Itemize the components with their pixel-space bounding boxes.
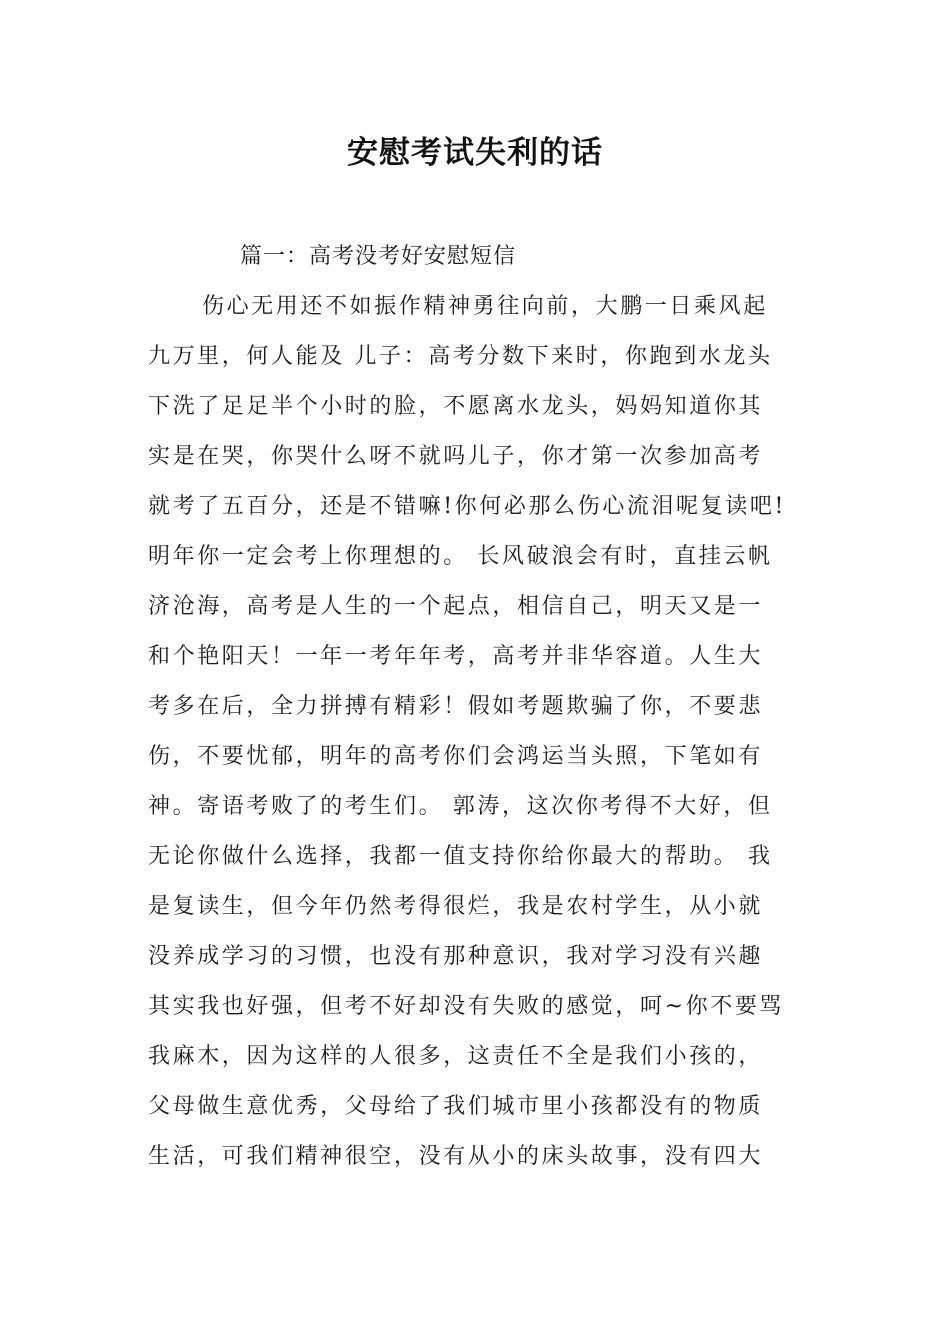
document-title: 安慰考试失利的话 xyxy=(347,135,603,171)
body-line: 实是在哭，你哭什么呀不就吗儿子，你才第一次参加高考 xyxy=(148,444,764,469)
body-line: 伤心无用还不如振作精神勇往向前，大鹏一日乘风起 xyxy=(202,294,768,319)
body-line: 没养成学习的习惯，也没有那种意识，我对学习没有兴趣 xyxy=(148,944,764,969)
body-line: 神。寄语考败了的考生们。 郭涛，这次你考得不大好，但 xyxy=(148,794,773,819)
body-line: 是复读生，但今年仍然考得很烂，我是农村学生，从小就 xyxy=(148,894,764,919)
body-line: 济沧海，高考是人生的一个起点，相信自己，明天又是一 xyxy=(148,594,764,619)
body-line: 我麻木，因为这样的人很多，这责任不全是我们小孩的， xyxy=(148,1044,764,1069)
body-text xyxy=(148,289,828,1189)
body-line: 无论你做什么选择，我都一值支持你给你最大的帮助。 我 xyxy=(148,844,773,869)
body-line: 其实我也好强，但考不好却没有失败的感觉，呵~你不要骂 xyxy=(148,994,785,1019)
body-line: 和个艳阳天！一年一考年年考，高考并非华容道。人生大 xyxy=(148,644,764,669)
body-line: 父母做生意优秀，父母给了我们城市里小孩都没有的物质 xyxy=(148,1094,764,1119)
body-line: 就考了五百分，还是不错嘛!你何必那么伤心流泪呢复读吧! xyxy=(148,494,786,519)
body-line: 考多在后，全力拼搏有精彩！假如考题欺骗了你，不要悲 xyxy=(148,694,764,719)
body-line: 伤，不要忧郁，明年的高考你们会鸿运当头照，下笔如有 xyxy=(148,744,764,769)
body-line: 生活，可我们精神很空，没有从小的床头故事，没有四大 xyxy=(148,1144,764,1169)
body-line: 明年你一定会考上你理想的。 长风破浪会有时，直挂云帆 xyxy=(148,544,773,569)
body-line: 九万里，何人能及 儿子：高考分数下来时，你跑到水龙头 xyxy=(148,344,773,369)
section-heading: 篇一：高考没考好安慰短信 xyxy=(240,244,517,269)
body-line: 下洗了足足半个小时的脸，不愿离水龙头，妈妈知道你其 xyxy=(148,394,764,419)
